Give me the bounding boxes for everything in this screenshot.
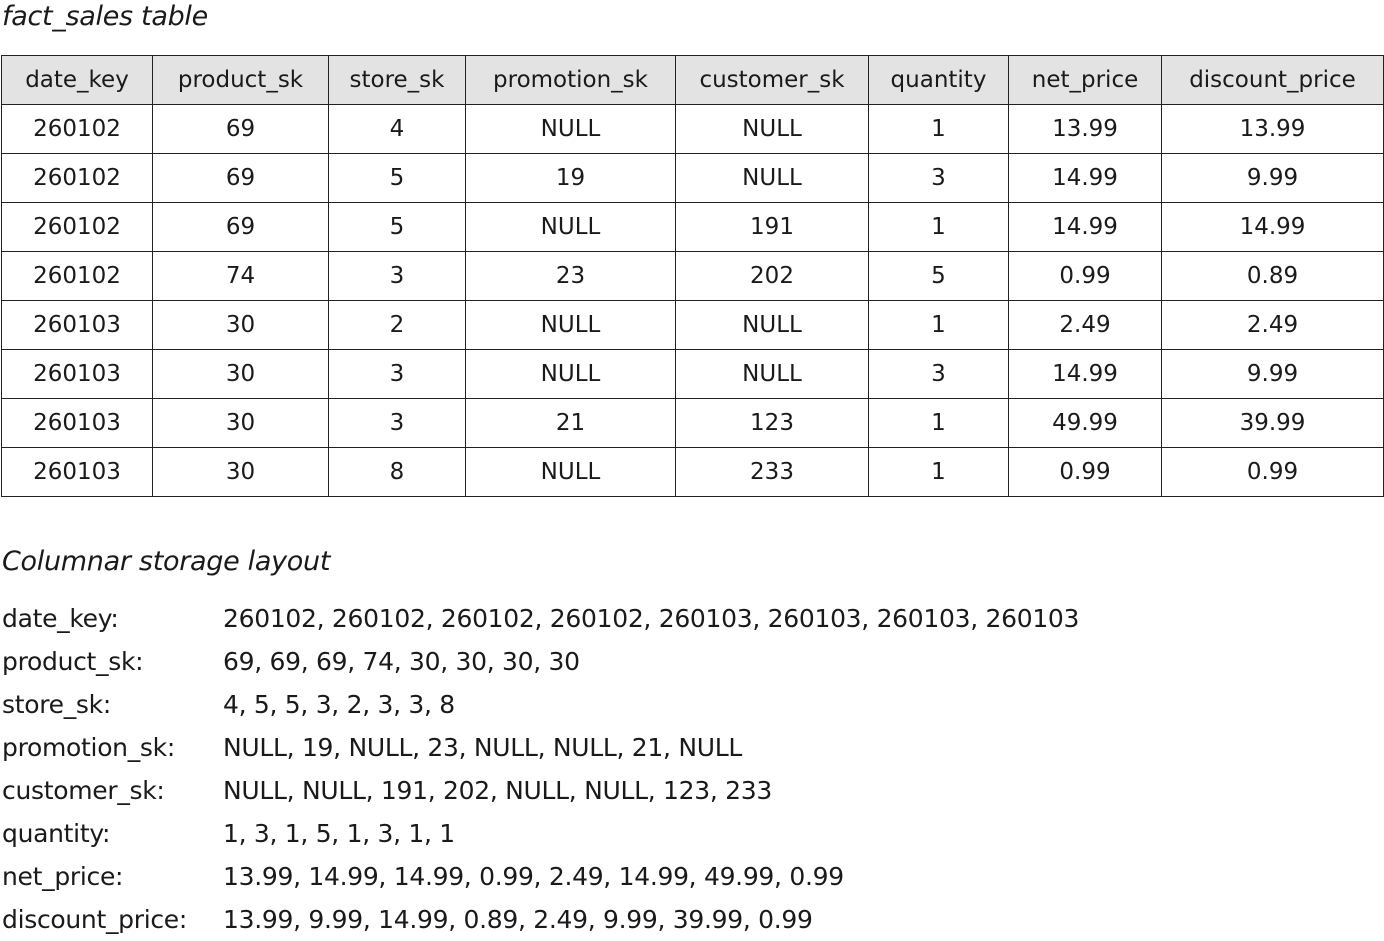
column-values: 260102, 260102, 260102, 260102, 260103, 260103, 260103, 260103 — [223, 604, 1080, 633]
table-cell: 5 — [329, 203, 466, 252]
table-cell: 14.99 — [1009, 350, 1162, 399]
table-cell: 69 — [153, 154, 329, 203]
column-values: 1, 3, 1, 5, 1, 3, 1, 1 — [223, 819, 455, 848]
column-header-date-key: date_key — [2, 56, 153, 105]
column-values: 13.99, 14.99, 14.99, 0.99, 2.49, 14.99, 49.99, 0.99 — [223, 862, 844, 891]
table-row — [2, 154, 1384, 203]
column-name: date_key: — [2, 604, 119, 633]
table-row — [2, 448, 1384, 497]
column-header-product-sk: product_sk — [153, 56, 329, 105]
column-values: 13.99, 9.99, 14.99, 0.89, 2.49, 9.99, 39.99, 0.99 — [223, 905, 813, 934]
table-cell: 3 — [869, 350, 1009, 399]
table-cell: NULL — [466, 203, 676, 252]
table-row — [2, 252, 1384, 301]
table-cell: 260103 — [2, 350, 153, 399]
table-cell: 30 — [153, 399, 329, 448]
table-cell: NULL — [676, 154, 869, 203]
table-cell: 74 — [153, 252, 329, 301]
table-cell: 14.99 — [1162, 203, 1384, 252]
table-cell: 30 — [153, 350, 329, 399]
table-cell: 260102 — [2, 105, 153, 154]
table-cell: 123 — [676, 399, 869, 448]
list-item — [2, 597, 1382, 640]
columnar-section-title: Columnar storage layout — [2, 546, 331, 577]
table-cell: 13.99 — [1009, 105, 1162, 154]
table-cell: NULL — [466, 301, 676, 350]
table-cell: 260103 — [2, 448, 153, 497]
table-cell: 260103 — [2, 301, 153, 350]
table-cell: 3 — [329, 252, 466, 301]
table-cell: 1 — [869, 105, 1009, 154]
column-header-customer-sk: customer_sk — [676, 56, 869, 105]
columnar-layout-list — [2, 597, 1382, 941]
column-name: product_sk: — [2, 647, 144, 676]
table-cell: NULL — [676, 350, 869, 399]
table-cell: 0.99 — [1009, 448, 1162, 497]
table-cell: 2.49 — [1162, 301, 1384, 350]
table-cell: 3 — [329, 399, 466, 448]
table-cell: 2 — [329, 301, 466, 350]
column-values: 4, 5, 5, 3, 2, 3, 3, 8 — [223, 690, 455, 719]
table-cell: 1 — [869, 203, 1009, 252]
table-cell: 1 — [869, 301, 1009, 350]
fact-sales-table — [1, 55, 1384, 497]
table-cell: NULL — [676, 105, 869, 154]
table-cell: 233 — [676, 448, 869, 497]
table-row — [2, 203, 1384, 252]
table-cell: 5 — [869, 252, 1009, 301]
column-header-promotion-sk: promotion_sk — [466, 56, 676, 105]
column-values: 69, 69, 69, 74, 30, 30, 30, 30 — [223, 647, 580, 676]
table-title: fact_sales table — [2, 1, 208, 32]
table-cell: 21 — [466, 399, 676, 448]
table-cell: 19 — [466, 154, 676, 203]
table-cell: NULL — [466, 105, 676, 154]
table-cell: 30 — [153, 301, 329, 350]
table-cell: 260102 — [2, 154, 153, 203]
table-cell: 260102 — [2, 203, 153, 252]
column-header-net-price: net_price — [1009, 56, 1162, 105]
table-cell: 3 — [869, 154, 1009, 203]
table-row — [2, 105, 1384, 154]
table-cell: 4 — [329, 105, 466, 154]
table-cell: 69 — [153, 105, 329, 154]
table-cell: 1 — [869, 448, 1009, 497]
table-cell: 202 — [676, 252, 869, 301]
table-cell: 23 — [466, 252, 676, 301]
table-cell: 0.99 — [1009, 252, 1162, 301]
table-cell: 260103 — [2, 399, 153, 448]
table-cell: 9.99 — [1162, 350, 1384, 399]
table-cell: 0.89 — [1162, 252, 1384, 301]
list-item — [2, 898, 1382, 941]
column-name: discount_price: — [2, 905, 188, 934]
column-name: store_sk: — [2, 690, 111, 719]
column-header-discount-price: discount_price — [1162, 56, 1384, 105]
table-cell: 30 — [153, 448, 329, 497]
table-cell: 5 — [329, 154, 466, 203]
list-item — [2, 683, 1382, 726]
table-row — [2, 301, 1384, 350]
table-cell: NULL — [676, 301, 869, 350]
list-item — [2, 640, 1382, 683]
column-name: net_price: — [2, 862, 124, 891]
list-item — [2, 812, 1382, 855]
table-cell: 260102 — [2, 252, 153, 301]
table-cell: 8 — [329, 448, 466, 497]
table-cell: 14.99 — [1009, 154, 1162, 203]
table-cell: 3 — [329, 350, 466, 399]
table-cell: 0.99 — [1162, 448, 1384, 497]
column-header-store-sk: store_sk — [329, 56, 466, 105]
table-cell: 69 — [153, 203, 329, 252]
table-row — [2, 399, 1384, 448]
table-cell: 1 — [869, 399, 1009, 448]
table-header-row — [2, 56, 1384, 105]
column-name: quantity: — [2, 819, 111, 848]
table-cell: 9.99 — [1162, 154, 1384, 203]
list-item — [2, 769, 1382, 812]
column-name: customer_sk: — [2, 776, 165, 805]
table-cell: 14.99 — [1009, 203, 1162, 252]
list-item — [2, 855, 1382, 898]
column-name: promotion_sk: — [2, 733, 175, 762]
table-cell: NULL — [466, 350, 676, 399]
column-values: NULL, 19, NULL, 23, NULL, NULL, 21, NULL — [223, 733, 742, 762]
table-cell: 39.99 — [1162, 399, 1384, 448]
column-header-quantity: quantity — [869, 56, 1009, 105]
table-row — [2, 350, 1384, 399]
table-cell: 49.99 — [1009, 399, 1162, 448]
table-cell: NULL — [466, 448, 676, 497]
list-item — [2, 726, 1382, 769]
table-cell: 191 — [676, 203, 869, 252]
table-cell: 13.99 — [1162, 105, 1384, 154]
column-values: NULL, NULL, 191, 202, NULL, NULL, 123, 233 — [223, 776, 772, 805]
table-cell: 2.49 — [1009, 301, 1162, 350]
